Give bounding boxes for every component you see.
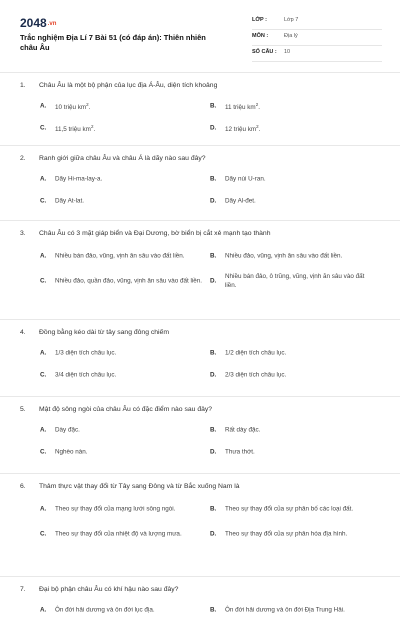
- answer-row: [0, 117, 400, 139]
- option-d[interactable]: [210, 268, 380, 294]
- option-superscript: 2: [90, 123, 94, 129]
- option-letter: D.: [210, 197, 217, 205]
- option-letter: C.: [40, 277, 47, 285]
- question-number: 4.: [20, 329, 26, 336]
- option-text: Dãy núi U-ran.: [225, 175, 266, 183]
- answer-row: [0, 342, 400, 364]
- site-logo[interactable]: [20, 16, 56, 30]
- option-b[interactable]: [210, 599, 380, 621]
- option-letter: C.: [40, 530, 47, 538]
- question-7: [0, 576, 400, 633]
- option-text-main: 11,5 triệu km: [55, 126, 91, 134]
- question-2: [0, 145, 400, 220]
- option-text: [55, 122, 205, 134]
- meta-label: SỐ CÂU :: [252, 49, 277, 55]
- option-a[interactable]: [40, 419, 205, 441]
- option-c[interactable]: [40, 117, 205, 139]
- option-text: Nhiều bán đảo, ô trũng, vũng, vịnh ăn sâu vào đất liền.: [225, 273, 365, 289]
- option-text: Nhiều đảo, vũng, vịnh ăn sâu vào đất liền.: [225, 252, 343, 259]
- option-superscript: 2: [255, 101, 259, 107]
- option-text: Nhiều bán đảo, vũng, vịnh ăn sâu vào đất liền.: [55, 252, 185, 259]
- option-letter: B.: [210, 102, 217, 110]
- option-letter: B.: [210, 426, 217, 434]
- option-letter: B.: [210, 349, 217, 357]
- option-text-main: 11 triệu km: [225, 104, 256, 112]
- option-text: Nhiều đảo, quần đảo, vũng, vịnh ăn sâu vào đất liền.: [55, 277, 203, 285]
- option-letter: A.: [40, 505, 47, 512]
- question-number: 2.: [20, 155, 26, 162]
- option-letter: D.: [210, 530, 217, 538]
- meta-row-class: [252, 14, 382, 30]
- answer-options: [0, 168, 400, 212]
- question-number: 1.: [20, 82, 26, 89]
- option-a[interactable]: [40, 95, 205, 117]
- question-text: Châu Âu có 3 mặt giáp biển và Đại Dương, bờ biển bị cắt xẻ mạnh tạo thành: [39, 230, 271, 237]
- option-letter: D.: [210, 124, 217, 132]
- question-number: 5.: [20, 406, 26, 413]
- logo-main: 2048: [20, 16, 47, 30]
- option-a[interactable]: [40, 496, 205, 521]
- option-text: 1/3 diện tích châu lục.: [55, 349, 117, 357]
- answer-options: [0, 496, 400, 547]
- answer-row: [0, 95, 400, 117]
- question-1: [0, 72, 400, 145]
- option-a[interactable]: [40, 599, 205, 621]
- option-text: Dãy Hi-ma-lay-a.: [55, 175, 103, 183]
- option-d[interactable]: [210, 441, 380, 463]
- option-letter: B.: [210, 252, 217, 259]
- question-stem: [20, 81, 400, 93]
- answer-options: [0, 243, 400, 294]
- answer-row: [0, 243, 400, 268]
- option-text: Dãy At-lat.: [55, 197, 85, 205]
- question-text: Đại bộ phận châu Âu có khí hậu nào sau đây?: [39, 586, 179, 593]
- answer-row: [0, 190, 400, 212]
- meta-value: 10: [284, 49, 291, 55]
- option-superscript: 2: [86, 101, 89, 107]
- question-stem: [20, 154, 400, 166]
- question-list: [0, 72, 400, 633]
- question-stem: [20, 482, 400, 494]
- option-c[interactable]: [40, 441, 205, 463]
- option-text-main: 10 triệu km: [55, 104, 87, 112]
- answer-row: [0, 599, 400, 621]
- option-superscript: 2: [256, 123, 259, 129]
- question-number: 3.: [20, 230, 26, 237]
- question-4: [0, 319, 400, 396]
- option-text: 2/3 diện tích châu lục.: [225, 371, 287, 379]
- logo-suffix: .vn: [47, 21, 57, 27]
- option-letter: B.: [210, 606, 217, 614]
- answer-row: [0, 364, 400, 386]
- option-letter: C.: [40, 197, 47, 205]
- option-tail: .: [88, 104, 91, 112]
- option-text: 1/2 diện tích châu lục.: [225, 349, 287, 357]
- answer-options: [0, 342, 400, 386]
- option-c[interactable]: [40, 190, 205, 212]
- meta-value: Địa lý: [284, 33, 298, 39]
- option-d[interactable]: [210, 190, 380, 212]
- option-tail: .: [93, 126, 96, 134]
- option-c[interactable]: [40, 268, 205, 294]
- option-d[interactable]: [210, 364, 380, 386]
- option-text: [225, 122, 375, 134]
- option-b[interactable]: [210, 168, 380, 190]
- option-letter: D.: [210, 371, 217, 379]
- option-letter: A.: [40, 102, 47, 110]
- question-3: [0, 220, 400, 319]
- option-d[interactable]: [210, 117, 380, 139]
- option-b[interactable]: [210, 496, 380, 521]
- answer-row: [0, 521, 400, 547]
- option-b[interactable]: [210, 419, 380, 441]
- option-a[interactable]: [40, 342, 205, 364]
- question-text: Đồng bằng kéo dài từ tây sang đông chiếm: [39, 329, 170, 336]
- option-text: 3/4 diện tích châu lục.: [55, 371, 117, 379]
- option-b[interactable]: [210, 243, 380, 268]
- option-text: Theo sự thay đổi của mạng lưới sông ngòi.: [55, 505, 176, 512]
- option-b[interactable]: [210, 342, 380, 364]
- option-text-main: 12 triệu km: [225, 126, 257, 134]
- question-stem: [20, 229, 400, 241]
- option-text: Nghèo nàn.: [55, 448, 88, 456]
- option-text: Thưa thớt.: [225, 448, 255, 456]
- option-letter: A.: [40, 349, 47, 357]
- meta-label: MÔN :: [252, 33, 269, 39]
- option-letter: A.: [40, 606, 47, 614]
- option-text: Dãy Al-đet.: [225, 197, 256, 205]
- meta-table: [252, 14, 382, 62]
- question-number: 7.: [20, 586, 26, 593]
- question-5: [0, 396, 400, 473]
- meta-row-subject: [252, 30, 382, 46]
- option-letter: D.: [210, 448, 217, 456]
- question-number: 6.: [20, 483, 26, 490]
- answer-row: [0, 168, 400, 190]
- answer-options: [0, 95, 400, 139]
- option-text: Theo sự thay đổi của nhiệt độ và lượng mưa.: [55, 530, 182, 538]
- question-text: Ranh giới giữa châu Âu và châu Á là dãy nào sau đây?: [39, 155, 206, 162]
- option-tail: .: [258, 104, 260, 112]
- option-a[interactable]: [40, 168, 205, 190]
- option-letter: C.: [40, 371, 47, 379]
- option-text: Ôn đới hải dương và ôn đới Địa Trung Hải.: [225, 606, 345, 614]
- option-a[interactable]: [40, 243, 205, 268]
- option-letter: D.: [210, 277, 217, 285]
- question-text: Châu Âu là một bộ phận của lục địa Á-Âu, diện tích khoảng: [39, 82, 218, 89]
- option-letter: A.: [40, 426, 47, 434]
- question-stem: [20, 405, 400, 417]
- option-letter: B.: [210, 175, 217, 183]
- option-c[interactable]: [40, 364, 205, 386]
- option-text: [225, 100, 375, 112]
- option-text: Dày đặc.: [55, 426, 80, 434]
- question-6: [0, 473, 400, 576]
- question-text: Mật độ sông ngòi của châu Âu có đặc điểm nào sau đây?: [39, 406, 213, 413]
- answer-row: [0, 268, 400, 294]
- answer-options: [0, 599, 400, 621]
- answer-row: [0, 496, 400, 521]
- option-letter: A.: [40, 252, 47, 259]
- question-text: Thảm thực vật thay đổi từ Tây sang Đông và từ Bắc xuống Nam là: [39, 483, 240, 490]
- option-text: Theo sự thay đổi của sự phân hóa địa hình.: [225, 530, 348, 538]
- question-stem: [20, 328, 400, 340]
- document-title: Trắc nghiệm Địa Lí 7 Bài 51 (có đáp án): Thiên nhiên châu Âu: [20, 33, 206, 52]
- option-text: [55, 100, 205, 112]
- answer-options: [0, 419, 400, 463]
- option-text: Rất dày đặc.: [225, 426, 261, 434]
- option-tail: .: [258, 126, 261, 134]
- option-letter: C.: [40, 448, 47, 456]
- page-header: [0, 0, 400, 70]
- option-letter: A.: [40, 175, 47, 183]
- option-text: Theo sự thay đổi của sự phân bố các loại đất.: [225, 505, 354, 512]
- option-letter: C.: [40, 124, 47, 132]
- option-d[interactable]: [210, 521, 380, 547]
- answer-row: [0, 419, 400, 441]
- option-letter: B.: [210, 505, 217, 512]
- question-stem: [20, 585, 400, 597]
- meta-row-count: [252, 46, 382, 62]
- meta-value: Lớp 7: [284, 17, 299, 23]
- option-c[interactable]: [40, 521, 205, 547]
- option-text: Ôn đới hải dương và ôn đới lục địa.: [55, 606, 155, 614]
- answer-row: [0, 441, 400, 463]
- meta-label: LỚP :: [252, 17, 267, 23]
- option-b[interactable]: [210, 95, 380, 117]
